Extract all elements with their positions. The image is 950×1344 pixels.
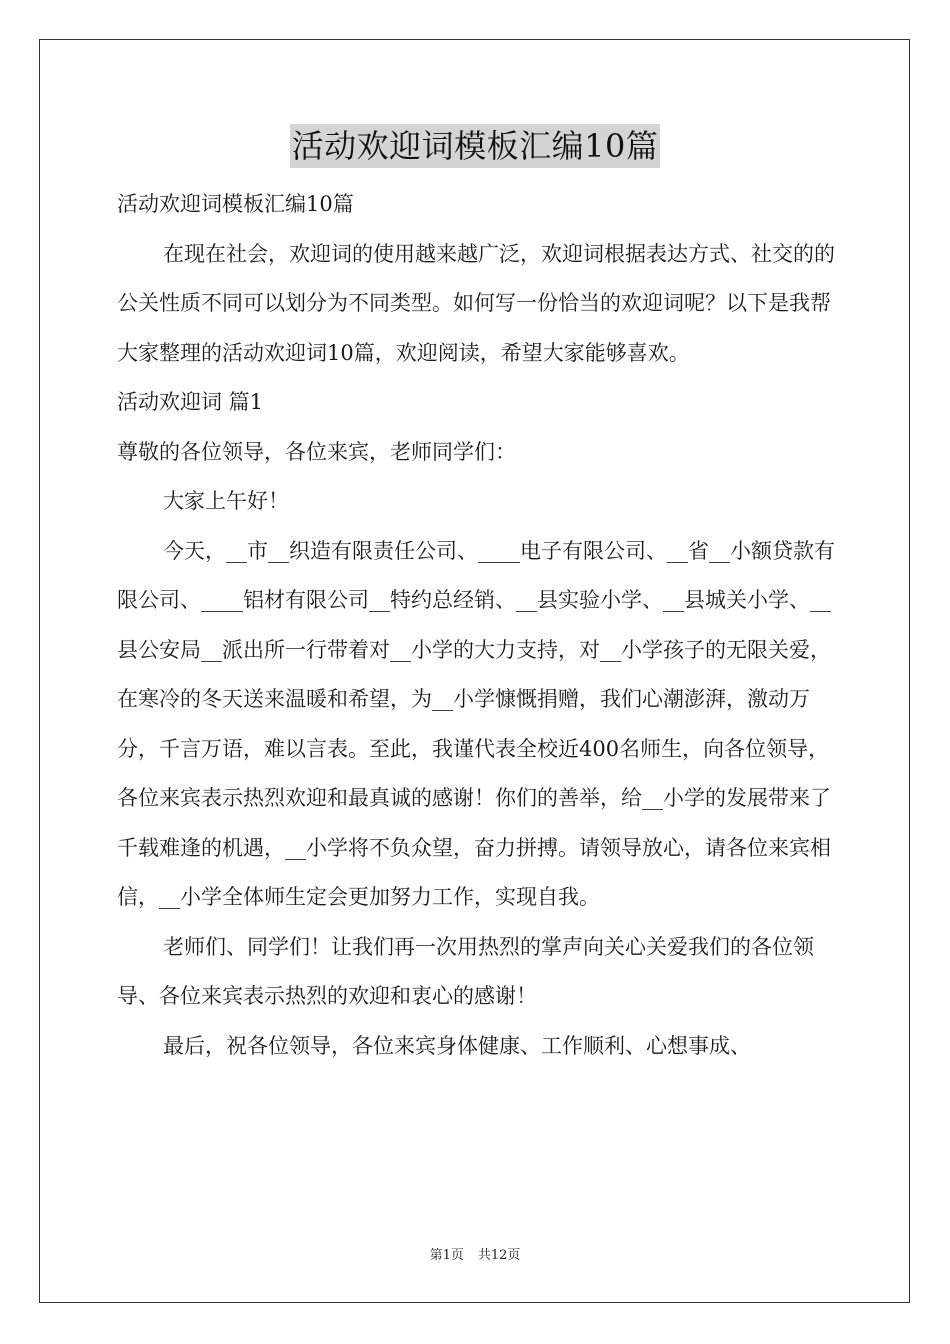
subtitle-line: 活动欢迎词模板汇编10篇 [117,192,354,216]
page-number: 第1页 [429,1248,464,1263]
page-footer [0,1247,950,1265]
intro-paragraph: 在现在社会，欢迎词的使用越来越广泛，欢迎词根据表达方式、社交的的公关性质不同可以划分为不同类型。如何写一份恰当的欢迎词呢？以下是我帮大家整理的活动欢迎词10篇，欢迎阅读，希望大家能够喜欢。 [117,241,835,365]
greeting: 大家上午好！ [163,489,289,513]
salutation: 尊敬的各位领导，各位来宾，老师同学们： [117,439,516,464]
body-paragraph: 老师们、同学们！让我们再一次用热烈的掌声向关心关爱我们的各位领导、各位来宾表示热烈的欢迎和衷心的感谢！ [117,934,814,1008]
document-title: 活动欢迎词模板汇编10篇 [290,124,661,168]
document-body [117,180,837,1071]
body-paragraph: 今天，__市__织造有限责任公司、____电子有限公司、__省__小额贷款有限公司、____铝材有限公司__特约总经销、__县实验小学、__县城关小学、__县公安局__派出所一行带着对__小学的大力支持，对__小学孩子的无限关爱，在寒冷的冬天送来温暖和希望，为__小学慷慨捐赠，我们心潮澎湃，激动万分，千言万语，难以言表。至此，我谨代表全校近400名师生，向各位领导，各位来宾表示热烈欢迎和最真诚的感谢！你们的善举，给__小学的发展带来了千载难逢的机遇，__小学将不负众望，奋力拼搏。请领导放心，请各位来宾相信，__小学全体师生定会更加努力工作，实现自我。 [117,538,835,909]
page-total: 共12页 [477,1248,521,1263]
title-container [0,124,950,168]
section-heading: 活动欢迎词 篇1 [117,390,264,414]
closing-paragraph: 最后，祝各位领导，各位来宾身体健康、工作顺利、心想事成、 [163,1033,751,1058]
